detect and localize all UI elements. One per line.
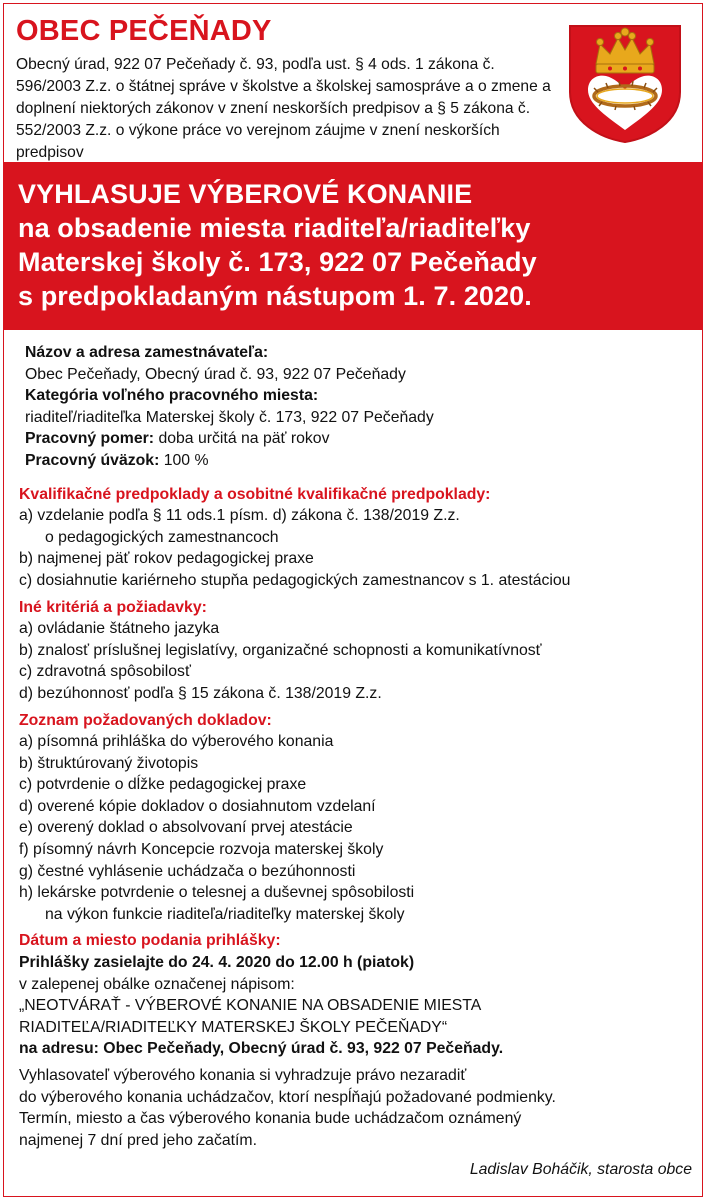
list-item: na výkon funkcie riaditeľa/riaditeľky materskej školy (45, 905, 405, 923)
list-item: d) overené kópie dokladov o dosiahnutom vzdelaní (19, 797, 376, 815)
list-item: c) dosiahnutie kariérneho stupňa pedagogických zamestnancov s 1. atestáciou (19, 571, 571, 589)
mayor-signature: Ladislav Boháčik, starosta obce (469, 1161, 692, 1179)
list-item: c) zdravotná spôsobilosť (19, 663, 191, 681)
notice-frame (3, 3, 703, 1197)
list-item: o pedagogických zamestnancoch (45, 528, 279, 546)
list-item: f) písomný návrh Koncepcie rozvoja materskej školy (19, 841, 384, 859)
list-item: a) ovládanie štátneho jazyka (19, 620, 220, 638)
documents-heading: Zoznam požadovaných dokladov: (19, 711, 272, 729)
envelope-label-line-2: RIADITEĽA/RIADITEĽKY MATERSKEJ ŠKOLY PEČEŇADY“ (19, 1018, 448, 1036)
closing-line-3: Termín, miesto a čas výberového konania bude uchádzačom oznámený (19, 1110, 522, 1128)
list-item: b) štruktúrovaný životopis (19, 754, 199, 772)
announcement-banner (4, 160, 702, 330)
qualifications-heading: Kvalifikačné predpoklady a osobitné kvalifikačné predpoklady: (19, 485, 491, 503)
documents-section (19, 710, 692, 926)
employer-section (19, 342, 692, 472)
work-relation (25, 428, 692, 450)
banner-line-3: Materskej školy č. 173, 922 07 Pečeňady (18, 247, 537, 277)
list-item: e) overený doklad o absolvovaní prvej atestácie (19, 819, 353, 837)
employer-name-value: Obec Pečeňady, Obecný úrad č. 93, 922 07 Pečeňady (25, 365, 406, 383)
job-category-value: riaditeľ/riaditeľka Materskej školy č. 173, 922 07 Pečeňady (25, 408, 434, 426)
envelope-text: v zalepenej obálke označenej nápisom: (19, 975, 295, 993)
municipality-title: OBEC PEČEŇADY (16, 15, 272, 47)
list-item: g) čestné vyhlásenie uchádzača o bezúhonnosti (19, 862, 356, 880)
submission-heading: Dátum a miesto podania prihlášky: (19, 932, 281, 950)
closing-section (19, 1065, 692, 1181)
workload-value: 100 % (159, 451, 209, 469)
other-criteria-section (19, 597, 692, 705)
other-criteria-heading: Iné kritériá a požiadavky: (19, 598, 207, 616)
list-item: d) bezúhonnosť podľa § 15 zákona č. 138/2019 Z.z. (19, 684, 382, 702)
qualifications-section (19, 484, 692, 592)
workload (25, 450, 692, 472)
coat-of-arms-icon (566, 22, 684, 144)
intro-text: Obecný úrad, 922 07 Pečeňady č. 93, podľa ust. § 4 ods. 1 zákona č. 596/2003 Z.z. o štátnej správe v školstve a školskej samospráve a o zmene a doplnení niektorých zákonov v znení neskorších predpisov a § 5 zákona č. 552/2003 Z.z. o výkone práce vo verejnom záujme v znení neskorších predpisov (16, 56, 551, 161)
list-item: a) písomná prihláška do výberového konania (19, 733, 334, 751)
work-relation-value: doba určitá na päť rokov (154, 430, 330, 448)
closing-line-1: Vyhlasovateľ výberového konania si vyhradzuje právo nezaradiť (19, 1067, 467, 1084)
list-item: a) vzdelanie podľa § 11 ods.1 písm. d) zákona č. 138/2019 Z.z. (19, 507, 460, 525)
list-item: b) znalosť príslušnej legislatívy, organizačné schopnosti a komunikatívnosť (19, 641, 542, 659)
list-item: h) lekárske potvrdenie o telesnej a duševnej spôsobilosti (19, 884, 415, 902)
banner-line-4: s predpokladaným nástupom 1. 7. 2020. (18, 281, 532, 311)
list-item: b) najmenej päť rokov pedagogickej praxe (19, 550, 314, 568)
submission-section (19, 930, 692, 1060)
envelope-label-line-1: „NEOTVÁRAŤ - VÝBEROVÉ KONANIE NA OBSADENIE MIESTA (19, 997, 482, 1015)
closing-line-2: do výberového konania uchádzačov, ktorí nespĺňajú požadované podmienky. (19, 1088, 556, 1106)
employer-name-label: Názov a adresa zamestnávateľa: (25, 344, 269, 361)
closing-line-4: najmenej 7 dní pred jeho začatím. (19, 1131, 257, 1149)
notice-body (4, 330, 702, 1181)
deadline-text: Prihlášky zasielajte do 24. 4. 2020 do 12.00 h (piatok) (19, 954, 415, 972)
list-item: c) potvrdenie o dĺžke pedagogickej praxe (19, 776, 307, 794)
submission-address: na adresu: Obec Pečeňady, Obecný úrad č. 93, 922 07 Pečeňady. (19, 1040, 504, 1058)
banner-line-2: na obsadenie miesta riaditeľa/riaditeľky (18, 213, 531, 243)
header (4, 4, 702, 160)
work-relation-label: Pracovný pomer: (25, 430, 155, 448)
workload-label: Pracovný úväzok: (25, 451, 160, 469)
job-category-label: Kategória voľného pracovného miesta: (25, 387, 319, 405)
banner-line-1: VYHLASUJE VÝBEROVÉ KONANIE (18, 179, 473, 209)
